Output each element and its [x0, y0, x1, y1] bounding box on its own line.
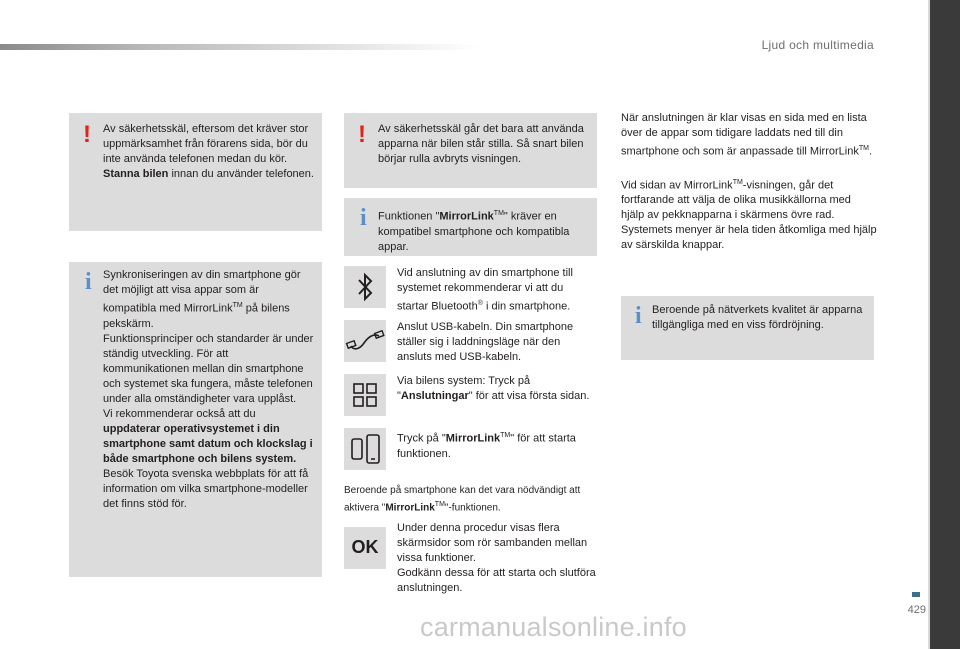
- ok-label: OK: [351, 537, 379, 557]
- info-text-standards: Funktionsprinciper och standarder är under ständig utveckling. För att kommunikationen mellan din smartphone och systemet ska fungera, måste telefonen under alla omständigheter vara upplåst.: [103, 332, 314, 405]
- step-ok: [344, 521, 597, 601]
- side-tab: [930, 0, 960, 649]
- info-box-sync: [69, 262, 322, 577]
- info-icon: i: [360, 205, 367, 231]
- watermark: carmanualsonline.info: [420, 612, 687, 642]
- step-text: Under denna procedur visas flera skärmsidor som rör sambanden mellan vissa funktioner. Godkänn dessa för att starta och slutföra anslutningen.: [397, 522, 596, 594]
- ok-button-icon: [344, 527, 386, 569]
- header-rule: [0, 44, 480, 50]
- step-text: Tryck på "MirrorLink™" för att starta funktionen.: [397, 432, 576, 460]
- page-marker: [912, 592, 920, 597]
- info-text-network: Beroende på nätverkets kvalitet är apparna tillgängliga med en viss fördröjning.: [652, 304, 863, 331]
- info-text-sync: Synkroniseringen av din smartphone gör det möjligt att visa appar som är kompatibla med MirrorLink™ på bilens pekskärm.: [103, 269, 301, 330]
- paragraph-music-sources: Vid sidan av MirrorLink™-visningen, går det fortfarande att välja de olika musikkällorna med hjälp av pekknapparna i skärmens övre rad. Systemets menyer är hela tiden åtkomliga med hjälp av särskilda knappar.: [621, 178, 877, 252]
- info-box-mirrorlink: [344, 198, 597, 256]
- exclamation-icon: !: [83, 121, 91, 148]
- info-text-mirrorlink: Funktionen "MirrorLink™" kräver en kompatibel smartphone och kompatibla appar.: [378, 210, 570, 253]
- usb-cable-icon: [344, 320, 386, 362]
- warning-text: Av säkerhetsskäl, eftersom det kräver stor uppmärksamhet från förarens sida, bör du inte använda telefonen medan du kör. Stanna bilen innan du använder telefonen.: [103, 123, 314, 180]
- step-bluetooth: [344, 266, 597, 312]
- phone-connect-icon: [344, 428, 386, 470]
- grid-menu-icon: [344, 374, 386, 416]
- paragraph-app-list: När anslutningen är klar visas en sida med en lista över de appar som tidigare laddats ned till din smartphone och som är anpassade till MirrorLink™.: [621, 112, 872, 158]
- info-text-recommend: Vi rekommenderar också att du uppdaterar operativsystemet i din smartphone samt datum och klockslag i både smartphone och bilens system.: [103, 407, 313, 465]
- step-mirrorlink: [344, 428, 597, 474]
- info-box-network: [621, 296, 874, 360]
- section-title: Ljud och multimedia: [761, 38, 874, 52]
- page-number: 429: [907, 604, 926, 616]
- warning-text: Av säkerhetsskäl går det bara att använda apparna när bilen står stilla. Så snart bilen börjar rulla avbryts visningen.: [378, 123, 584, 165]
- bluetooth-icon: [344, 266, 386, 308]
- warning-box-driving: [69, 113, 322, 231]
- step-text: Anslut USB-kabeln. Din smartphone ställer sig i laddningsläge när den ansluts med USB-kabeln.: [397, 321, 574, 363]
- warning-box-stationary: [344, 113, 597, 188]
- step-text: Via bilens system: Tryck på "Anslutningar" för att visa första sidan.: [397, 375, 590, 402]
- info-text-website: Besök Toyota svenska webbplats för att få information om vilka smartphone-modeller det finns stöd för.: [103, 467, 309, 510]
- exclamation-icon: !: [358, 121, 366, 148]
- info-icon: i: [635, 303, 642, 329]
- activation-note: Beroende på smartphone kan det vara nödvändigt att aktivera "MirrorLink™"-funktionen.: [344, 485, 581, 514]
- step-text: Vid anslutning av din smartphone till systemet rekommenderar vi att du startar Bluetooth® i din smartphone.: [397, 267, 573, 313]
- step-connections: [344, 374, 597, 420]
- step-usb: [344, 320, 597, 366]
- info-icon: i: [85, 269, 92, 295]
